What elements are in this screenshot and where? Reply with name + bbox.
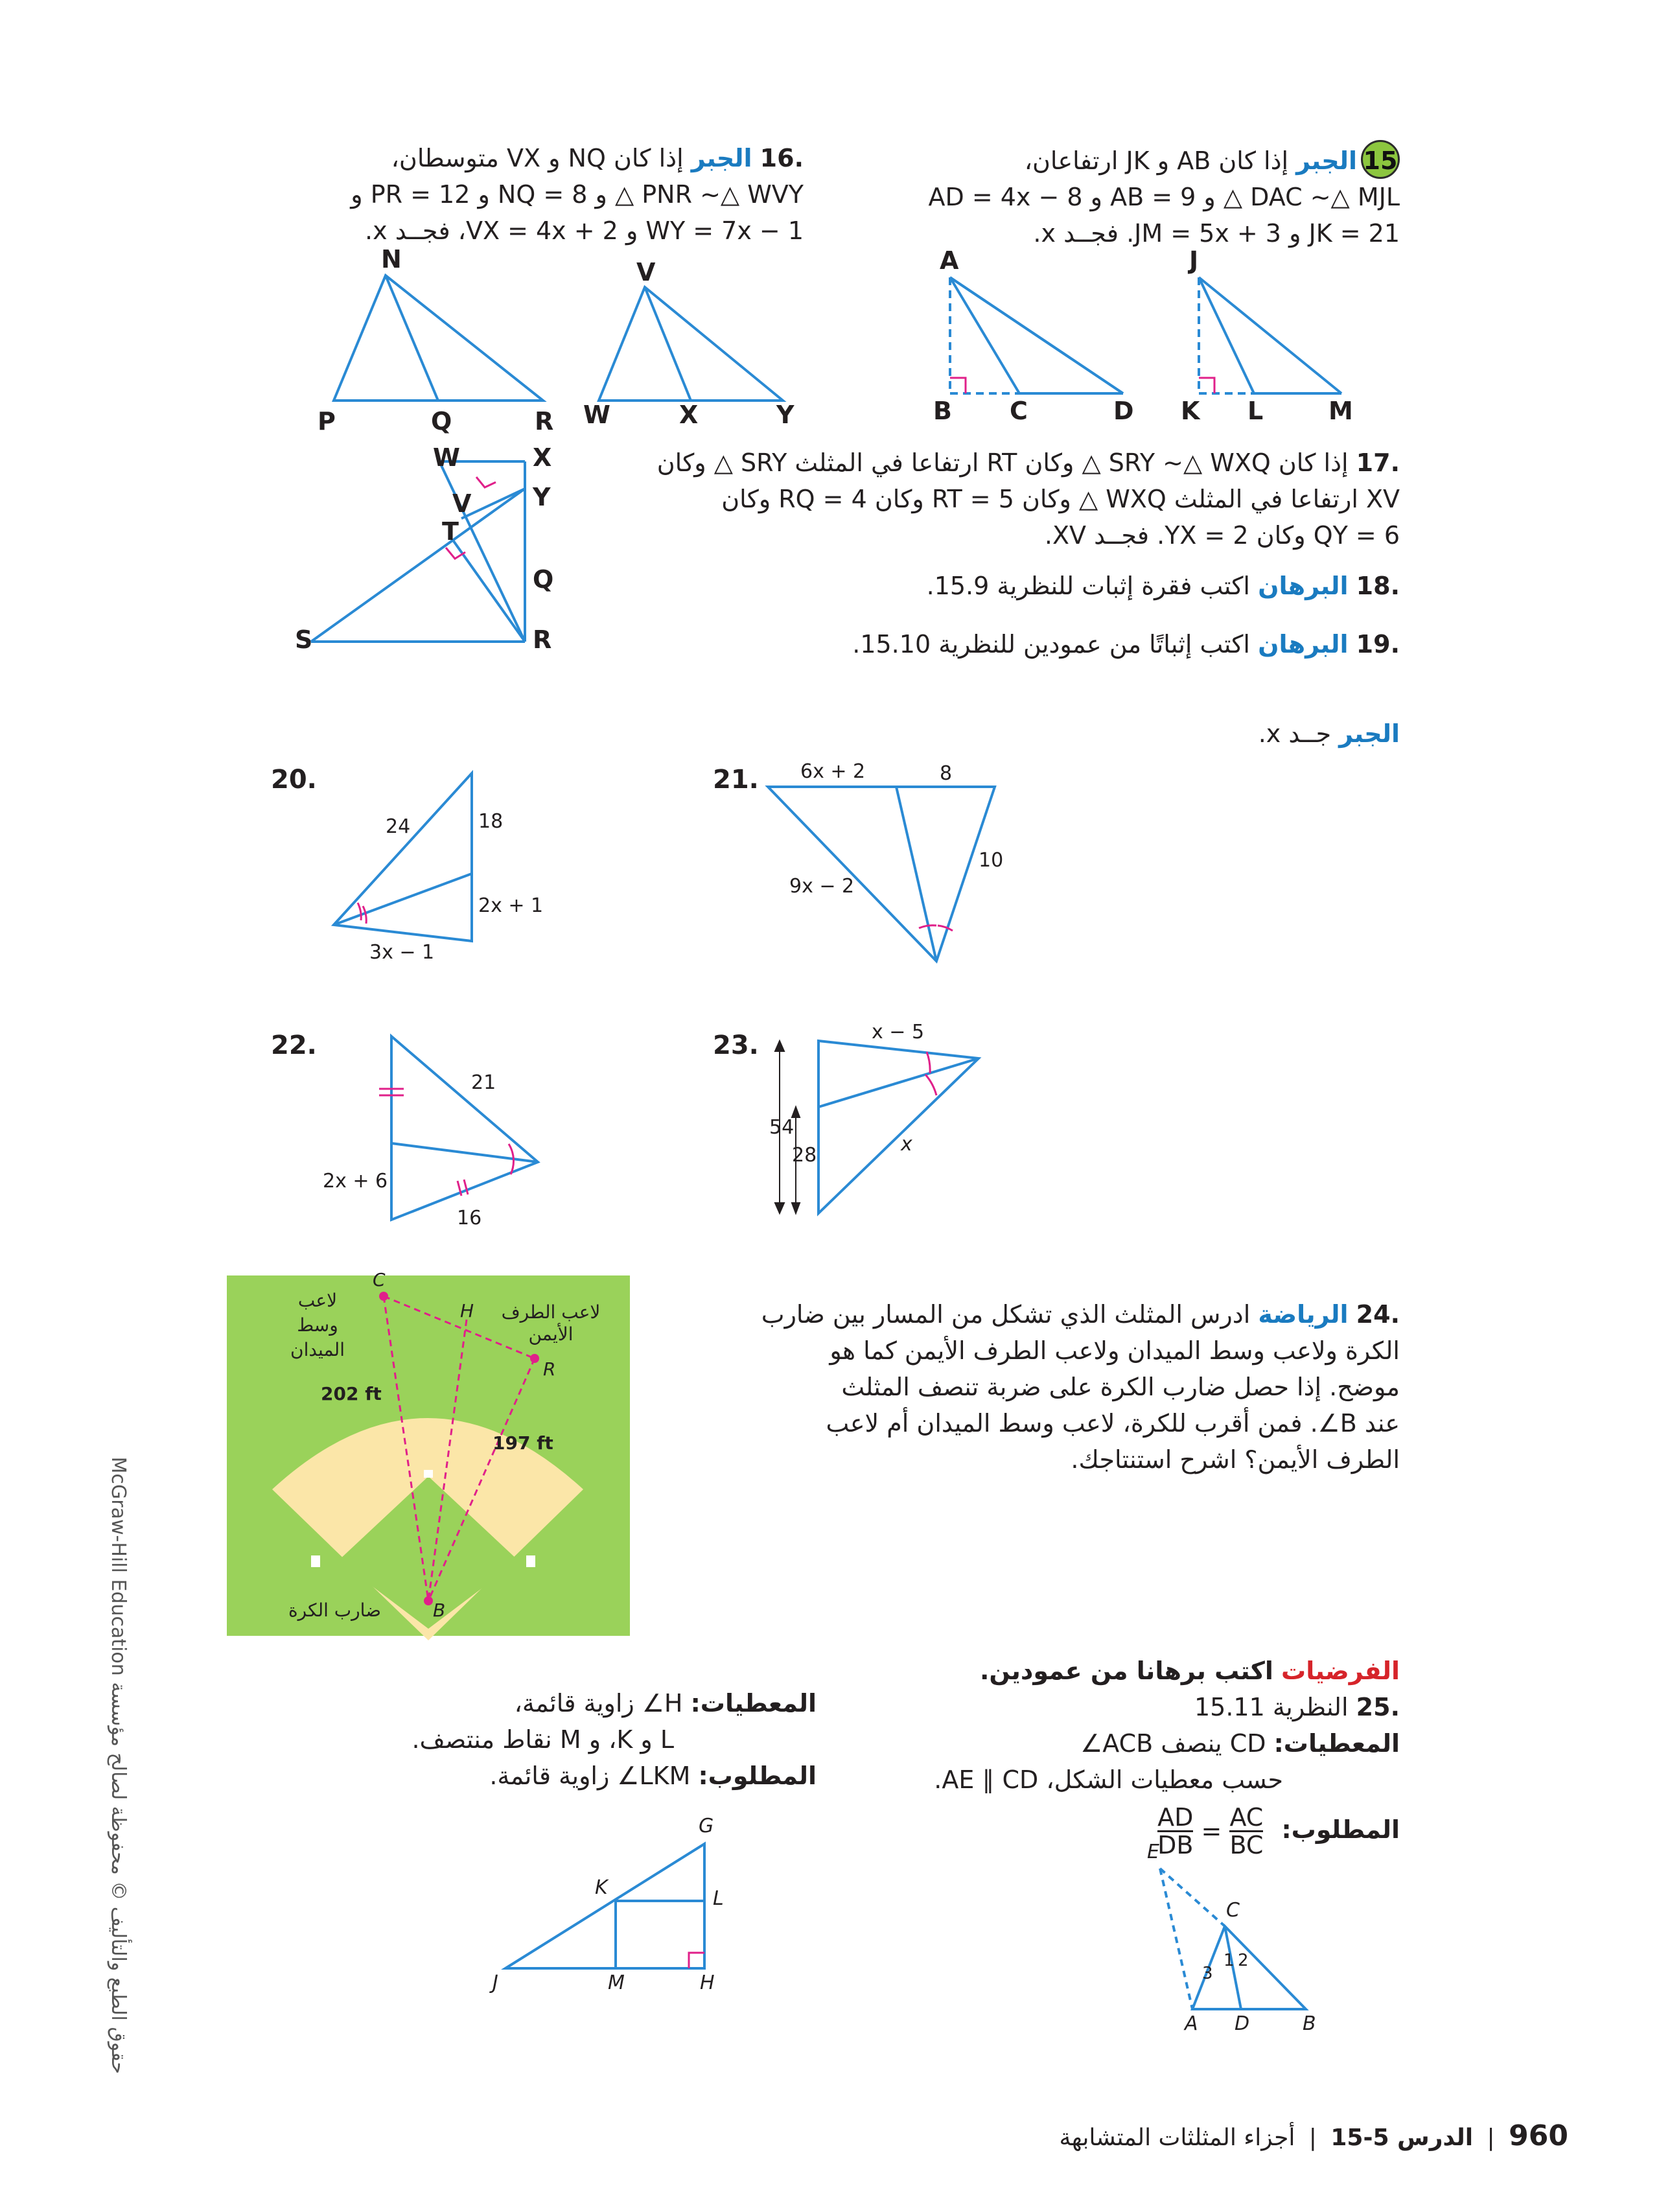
label-l: L xyxy=(1247,397,1264,425)
problem-25-theorem: النظرية 15.11 xyxy=(1194,1693,1349,1721)
problem-19-number: .19 xyxy=(1356,630,1400,658)
label-v17: V xyxy=(452,489,472,518)
problem-24 xyxy=(761,1296,1400,1478)
prove-text: LKM∠ زاوية قائمة. xyxy=(489,1762,691,1790)
label-j26: J xyxy=(493,1972,498,1994)
label-p: P xyxy=(318,407,336,436)
label-m26: M xyxy=(608,1972,625,1994)
problem-18-number: .18 xyxy=(1356,572,1400,600)
label-n: N xyxy=(381,245,402,274)
tag-algebra: الجبر xyxy=(691,144,752,172)
median-nq xyxy=(386,275,438,401)
problem-18-text: اكتب فقرة إثبات للنظرية 15.9. xyxy=(926,572,1250,600)
problem-17-line3: QY = 6 وكان YX = 2. فجــد XV. xyxy=(1044,521,1400,550)
tag-sports: الرياضة xyxy=(1258,1300,1349,1329)
distance-197: 197 ft xyxy=(493,1432,553,1454)
label-angle-1: 1 xyxy=(1224,1951,1235,1970)
label-54: 54 xyxy=(769,1116,795,1139)
label-8: 8 xyxy=(940,762,953,785)
center-fielder-label: لاعب وسط الميدان xyxy=(290,1290,345,1360)
distance-202: 202 ft xyxy=(321,1383,382,1404)
label-r-field: R xyxy=(543,1358,556,1380)
label-j: J xyxy=(1189,246,1199,275)
label-x-minus-5: x − 5 xyxy=(872,1021,925,1043)
label-b: B xyxy=(933,397,952,425)
given-label: المعطيات: xyxy=(690,1689,817,1717)
problem-23-number: 23. xyxy=(713,1030,759,1060)
label-x: X xyxy=(679,401,699,429)
right-angle-mark xyxy=(1199,378,1214,393)
label-10: 10 xyxy=(979,849,1004,872)
tag-proof: البرهان xyxy=(1258,630,1349,658)
triangle-wvy xyxy=(599,287,783,401)
label-c: C xyxy=(1010,397,1028,425)
batter-dot xyxy=(424,1596,433,1605)
problem-24-line3: موضح. إذا حصل ضارب الكرة على ضربة تنصف المثلث xyxy=(841,1373,1400,1401)
label-c25: C xyxy=(1226,1899,1240,1922)
label-k: K xyxy=(1181,397,1200,425)
tag-algebra: الجبر xyxy=(1296,146,1357,175)
problem-16-number: .16 xyxy=(760,144,804,172)
label-w: W xyxy=(583,401,610,429)
page-number: 960 xyxy=(1509,2119,1568,2152)
base xyxy=(311,1555,320,1567)
tag-proofs: الفرضيات xyxy=(1281,1657,1400,1685)
label-angle-3: 3 xyxy=(1202,1964,1213,1983)
label-3x-minus-1: 3x − 1 xyxy=(369,941,435,964)
label-m: M xyxy=(1328,397,1353,425)
problem-20-number: 20. xyxy=(271,765,317,795)
problem-24-line5: الطرف الأيمن؟ اشرح استنتاجك. xyxy=(1071,1445,1400,1474)
problem-15-line1: إذا كان AB و JK ارتفاعان، xyxy=(1024,146,1289,175)
tag-proof: البرهان xyxy=(1258,572,1349,600)
page-footer: 960 | الدرس 5-15 | أجزاء المثلثات المتشابهة xyxy=(1059,2119,1568,2152)
label-c-field: C xyxy=(373,1269,386,1290)
label-18: 18 xyxy=(478,810,504,833)
problem-22-number: 22. xyxy=(271,1030,317,1060)
copyright-credit: حقوق الطبع والتأليف © محفوظة لصالح مؤسسة McGraw-Hill Education xyxy=(107,1456,130,2074)
base xyxy=(424,1470,433,1478)
problem-17-line2: XV ارتفاعا في المثلث WXQ △ وكان RT = 5 وكان RQ = 4 وكان xyxy=(721,485,1400,513)
label-d25: D xyxy=(1235,2012,1250,2035)
problem-24-number: .24 xyxy=(1356,1300,1400,1329)
problem-24-line2: الكرة ولاعب وسط الميدان ولاعب الطرف الأيمن كما هو xyxy=(830,1336,1400,1365)
triangle-22 xyxy=(391,1036,538,1220)
label-h-field: H xyxy=(460,1300,474,1321)
right-angle-mark xyxy=(950,378,966,393)
problem-15-line2: DAC ~△ MJL △ و AB = 9 و AD = 4x − 8 xyxy=(928,183,1400,211)
right-fielder-dot xyxy=(530,1354,539,1363)
problem-19-text: اكتب إثباتًا من عمودين للنظرية 15.10. xyxy=(852,630,1250,658)
label-q17: Q xyxy=(533,565,554,594)
problem-19 xyxy=(778,626,1400,662)
problem-17 xyxy=(635,445,1400,553)
fraction-ad-db: $\frac{AD}{DB}$ xyxy=(1157,1803,1194,1859)
label-q: Q xyxy=(431,407,452,436)
problem-26 xyxy=(389,1685,817,1794)
problem-18 xyxy=(778,568,1400,604)
given-text: CD ينصف ACB∠ xyxy=(1080,1729,1266,1758)
label-2x-plus-6: 2x + 6 xyxy=(323,1170,388,1193)
label-t17: T xyxy=(442,517,459,546)
problem-17-line1: إذا كان SRY ~△ WXQ △ وكان RT ارتفاعا في المثلث SRY △ وكان xyxy=(656,448,1349,477)
label-g26: G xyxy=(699,1815,714,1837)
lesson-title: أجزاء المثلثات المتشابهة xyxy=(1059,2125,1295,2151)
problem-21-number: 21. xyxy=(713,765,759,795)
label-a: A xyxy=(940,246,959,275)
problem-17-number: .17 xyxy=(1356,448,1400,477)
problem-25-heading: اكتب برهانا من عمودين. xyxy=(979,1657,1273,1685)
label-angle-2: 2 xyxy=(1238,1951,1249,1970)
prove-label: المطلوب: xyxy=(1281,1815,1400,1844)
fraction-ac-bc: $\frac{AC}{BC}$ xyxy=(1229,1803,1264,1859)
algebra-heading xyxy=(972,716,1400,752)
label-l26: L xyxy=(713,1887,724,1910)
problem-24-line1: ادرس المثلث الذي تشكل من المسار بين ضارب xyxy=(761,1300,1251,1329)
base xyxy=(526,1555,535,1567)
label-x: x xyxy=(901,1133,912,1156)
problem-25: الفرضيات اكتب برهانا من عمودين. .25 النظرية 15.11 المعطيات: CD ينصف ACB∠ حسب معطيات الشكل، AE ∥ CD. المطلوب: $\frac{AC}{BC}$ = $\frac{AD}{DB}$ xyxy=(842,1653,1400,1858)
triangle-21 xyxy=(768,787,995,961)
label-w17: W xyxy=(433,443,460,472)
problem-16-line3: WY = 7x − 1 و VX = 4x + 2، فجــد x. xyxy=(365,216,804,245)
label-16: 16 xyxy=(457,1207,482,1229)
problem-15-line3: JK = 21 و JM = 5x + 3. فجــد x. xyxy=(1033,219,1400,248)
median-vx xyxy=(645,287,691,401)
label-k26: K xyxy=(595,1876,608,1899)
problem-16-line2: PNR ~△ WVY △ و NQ = 8 و PR = 12 و xyxy=(351,180,804,209)
label-a25: A xyxy=(1185,2012,1198,2035)
label-2x-plus-1: 2x + 1 xyxy=(478,894,544,917)
label-9x-minus-2: 9x − 2 xyxy=(789,875,855,898)
label-24: 24 xyxy=(386,815,411,838)
label-28: 28 xyxy=(792,1144,817,1167)
label-v: V xyxy=(636,258,656,286)
given-label: المعطيات: xyxy=(1273,1729,1400,1758)
label-r17: R xyxy=(533,625,552,654)
label-x17: X xyxy=(533,443,552,472)
problem-16-line1: إذا كان NQ و VX متوسطان، xyxy=(391,144,684,172)
center-fielder-dot xyxy=(379,1292,388,1301)
label-y17: Y xyxy=(533,483,551,511)
label-b-field: B xyxy=(433,1600,446,1621)
batter-label: ضارب الكرة xyxy=(288,1600,381,1621)
problem-24-line4: عند B∠. فمن أقرب للكرة، لاعب وسط الميدان أم لاعب xyxy=(826,1409,1400,1438)
prove-label: المطلوب: xyxy=(698,1762,817,1790)
tag-algebra: الجبر xyxy=(1339,719,1400,748)
label-h26: H xyxy=(700,1972,715,1994)
baseball-field-figure xyxy=(227,1269,630,1636)
label-6x-plus-2: 6x + 2 xyxy=(800,760,866,783)
label-s17: S xyxy=(295,625,313,654)
label-e25: E xyxy=(1147,1841,1159,1863)
triangle-pnr xyxy=(334,275,543,401)
problem-number-badge: 15 xyxy=(1361,140,1400,179)
given-note: حسب معطيات الشكل، AE ∥ CD. xyxy=(934,1765,1283,1794)
algebra-heading-text: جــد x. xyxy=(1258,719,1332,748)
right-fielder-label: لاعب الطرف الأيمن xyxy=(501,1301,601,1345)
given-text: H∠ زاوية قائمة، xyxy=(514,1689,683,1717)
label-d: D xyxy=(1113,397,1134,425)
lesson-number: الدرس 5-15 xyxy=(1330,2125,1474,2151)
given-text-2: L و K، و M نقاط منتصف. xyxy=(412,1725,674,1754)
label-21: 21 xyxy=(471,1071,496,1094)
label-y: Y xyxy=(776,401,795,429)
label-b25: B xyxy=(1303,2012,1316,2035)
problem-25-number: .25 xyxy=(1356,1693,1400,1721)
label-r: R xyxy=(535,407,554,436)
